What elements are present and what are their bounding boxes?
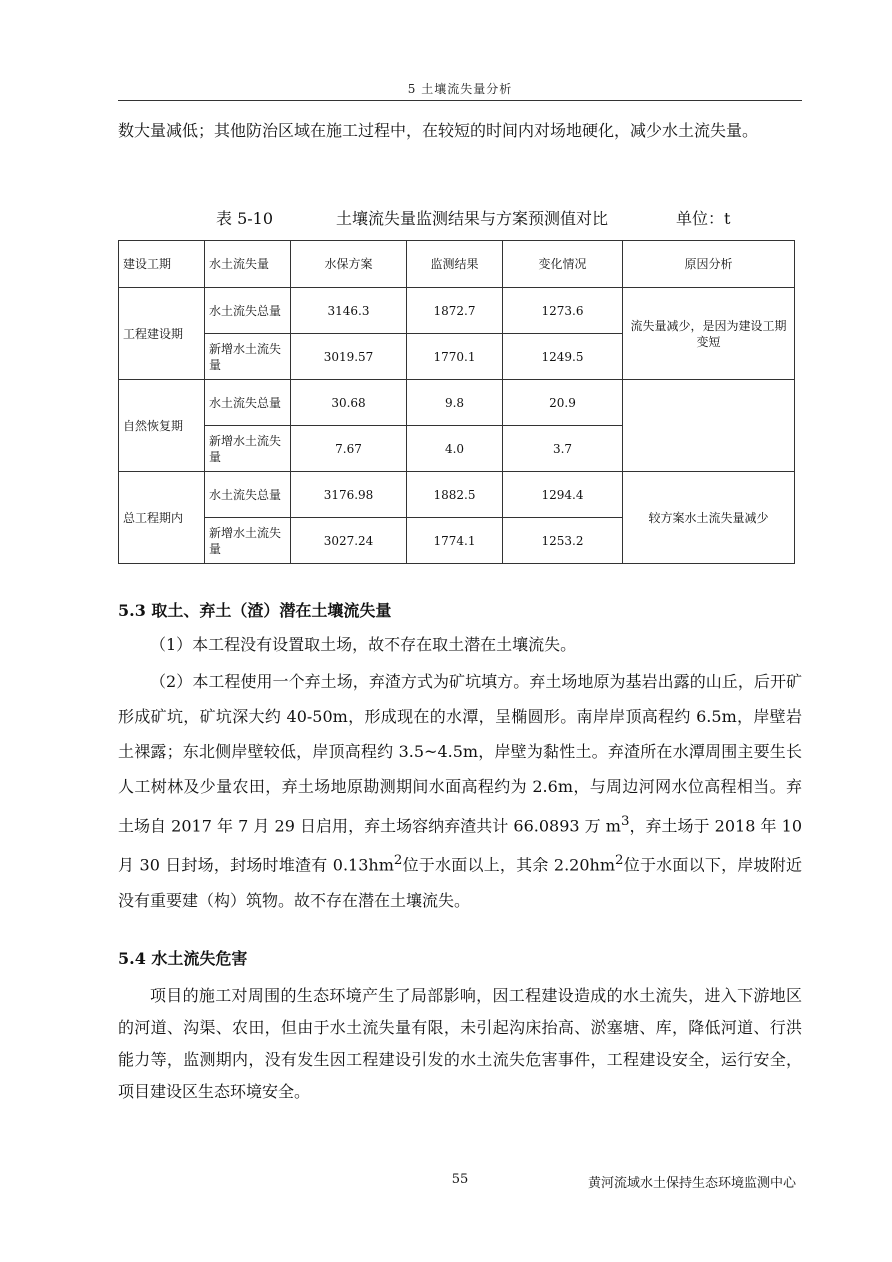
table-row: [119, 288, 795, 334]
item-cell: 新增水土流失量: [205, 426, 291, 472]
section-title-5-3: 5.3 取土、弃土（渣）潜在土壤流失量: [118, 601, 392, 620]
reason-cell: 较方案水土流失量减少: [623, 472, 795, 564]
plan-cell: 3019.57: [291, 334, 407, 380]
period-cell: 总工程期内: [119, 472, 205, 564]
monitor-cell: 1774.1: [407, 518, 503, 564]
change-cell: 1273.6: [503, 288, 623, 334]
table-number: 表 5-10: [216, 209, 274, 228]
reason-cell: 流失量减少，是因为建设工期变短: [623, 288, 795, 380]
page-number: 55: [451, 1172, 469, 1187]
plan-cell: 30.68: [291, 380, 407, 426]
monitor-cell: 9.8: [407, 380, 503, 426]
header-cell: 监测结果: [407, 241, 503, 288]
monitor-cell: 1770.1: [407, 334, 503, 380]
item-cell: 水土流失总量: [205, 380, 291, 426]
header-rule: [118, 100, 802, 101]
plan-cell: 3146.3: [291, 288, 407, 334]
plan-cell: 3176.98: [291, 472, 407, 518]
footer-organization: 黄河流域水土保持生态环境监测中心: [587, 1176, 796, 1191]
intro-paragraph: 数大量减低；其他防治区域在施工过程中，在较短的时间内对场地硬化，减少水土流失量。: [118, 121, 759, 140]
superscript: 2: [393, 853, 403, 869]
header-cell: 原因分析: [623, 241, 795, 288]
table-title: 土壤流失量监测结果与方案预测值对比: [336, 209, 609, 228]
monitor-cell: 4.0: [407, 426, 503, 472]
period-cell: 工程建设期: [119, 288, 205, 380]
item-cell: 新增水土流失量: [205, 518, 291, 564]
monitor-cell: 1882.5: [407, 472, 503, 518]
superscript: 3: [620, 814, 630, 829]
reason-cell: [623, 380, 795, 472]
monitor-cell: 1872.7: [407, 288, 503, 334]
change-cell: 3.7: [503, 426, 623, 472]
table-caption: [118, 202, 802, 230]
paragraph-text: ，弃土场于 2018 年 10 月 30 日封场，封场时堆渣有 0.13hm: [118, 816, 802, 875]
change-cell: 1249.5: [503, 334, 623, 380]
change-cell: 1253.2: [503, 518, 623, 564]
superscript: 2: [615, 853, 624, 869]
item-cell: 水土流失总量: [205, 288, 291, 334]
item-cell: 水土流失总量: [205, 472, 291, 518]
table-header-row: [119, 241, 795, 288]
header-cell: 水土流失量: [205, 241, 291, 288]
plan-cell: 7.67: [291, 426, 407, 472]
paragraph-text: （2）本工程使用一个弃土场，弃渣方式为矿坑填方。弃土场地原为基岩出露的山丘，后开矿形成矿坑，矿坑深大约 40-50m，形成现在的水潭，呈椭圆形。南岸岸顶高程约 6.5m，岸壁岩土裸露；东北侧岸壁较低，岸顶高程约 3.5~4.5m，岸壁为黏性土。弃渣所在水潭周围主要生长人工树林及少量农田，弃土场地原勘测期间水面高程约为 2.6m，与周边河网水位高程相当。弃土场自 2017 年 7 月 29 日启用，弃土场容纳弃渣共计 66.0893 万 m: [118, 672, 802, 836]
change-cell: 20.9: [503, 380, 623, 426]
period-cell: 自然恢复期: [119, 380, 205, 472]
plan-cell: 3027.24: [291, 518, 407, 564]
section-5-4-paragraph: 项目的施工对周围的生态环境产生了局部影响，因工程建设造成的水土流失，进入下游地区的河道、沟渠、农田，但由于水土流失量有限，未引起沟床抬高、淤塞塘、库，降低河道、行洪能力等，监测期内，没有发生因工程建设引发的水土流失危害事件，工程建设安全，运行安全，项目建设区生态环境安全。: [118, 986, 802, 1101]
table-unit: 单位：t: [676, 209, 731, 228]
header-cell: 建设工期: [119, 241, 205, 288]
section-5-3-paragraph-1: （1）本工程没有设置取土场，故不存在取土潜在土壤流失。: [150, 635, 577, 654]
change-cell: 1294.4: [503, 472, 623, 518]
item-cell: 新增水土流失量: [205, 334, 291, 380]
section-title-5-4: 5.4 水土流失危害: [118, 949, 248, 968]
running-header: 5 土壤流失量分析: [407, 82, 513, 96]
table-row: [119, 472, 795, 518]
header-cell: 变化情况: [503, 241, 623, 288]
section-5-3-paragraph-2: [118, 664, 802, 918]
header-cell: 水保方案: [291, 241, 407, 288]
table-row: [119, 380, 795, 426]
paragraph-text: 位于水面以下，岸坡附近没有重要建（构）筑物。故不存在潜在土壤流失。: [118, 855, 802, 910]
paragraph-text: 位于水面以上，其余 2.20hm: [402, 855, 616, 875]
comparison-table: [118, 240, 795, 564]
